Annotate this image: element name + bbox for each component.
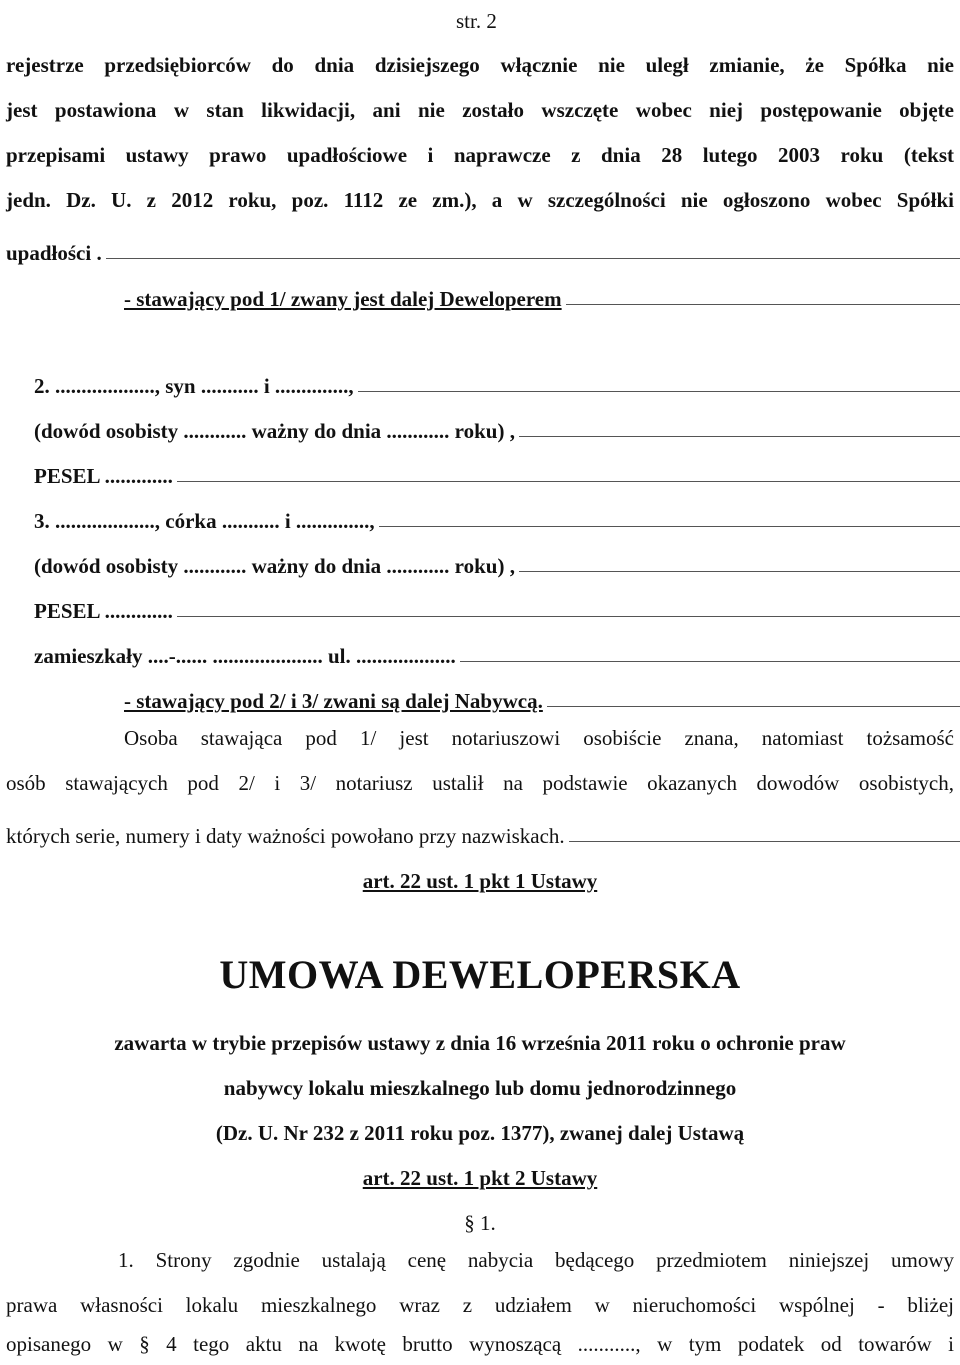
page-number: str. 2 [456, 9, 497, 33]
identity-line-2: osób stawających pod 2/ i 3/ notariusz ustalił na podstawie okazanych dowodów osobistych, [6, 771, 954, 795]
section-heading: § 1. [464, 1211, 496, 1235]
party-3-id: (dowód osobisty ............ ważny do dnia ............ roku) , [0, 545, 960, 579]
party-2-line: 2. ..................., syn ........... i .............., [0, 365, 960, 399]
clause-line-2: prawa własności lokalu mieszkalnego wraz z udziałem w nieruchomości wspólnej - bliżej [6, 1293, 954, 1317]
filler-line [177, 616, 960, 617]
filler-line [519, 571, 960, 572]
filler-line [519, 436, 960, 437]
party-3-pesel: PESEL ............. [0, 590, 960, 624]
subtitle-line-2: nabywcy lokalu mieszkalnego lub domu jednorodzinnego [223, 1076, 737, 1100]
filler-line [547, 706, 960, 707]
filler-line [177, 481, 960, 482]
article-reference-1: art. 22 ust. 1 pkt 1 Ustawy [362, 869, 598, 893]
filler-line [379, 526, 960, 527]
document-title: UMOWA DEWELOPERSKA [219, 952, 741, 997]
filler-line [460, 661, 960, 662]
filler-line [358, 391, 960, 392]
subtitle-line-1: zawarta w trybie przepisów ustawy z dnia 16 września 2011 roku o ochronie praw [114, 1031, 846, 1055]
clause-line-1: 1. Strony zgodnie ustalają cenę nabycia będącego przedmiotem niniejszej umowy [118, 1248, 954, 1272]
filler-line [106, 258, 960, 259]
filler-line [569, 841, 960, 842]
filler-line [566, 304, 960, 305]
clause-line-3: opisanego w § 4 tego aktu na kwotę brutto wynoszącą ..........., w tym podatek od towarów i [6, 1332, 954, 1356]
article-reference-2: art. 22 ust. 1 pkt 2 Ustawy [362, 1166, 598, 1190]
developer-note: - stawający pod 1/ zwany jest dalej Deweloperem [0, 278, 960, 312]
identity-line-1: Osoba stawająca pod 1/ jest notariuszowi osobiście znana, natomiast tożsamość [124, 726, 954, 750]
party-2-id: (dowód osobisty ............ ważny do dnia ............ roku) , [0, 410, 960, 444]
identity-line-3: których serie, numery i daty ważności powołano przy nazwiskach. [0, 815, 960, 849]
party-2-pesel: PESEL ............. [0, 455, 960, 489]
buyer-note: - stawający pod 2/ i 3/ zwani są dalej Nabywcą. [0, 680, 960, 714]
intro-line-3: przepisami ustawy prawo upadłościowe i naprawcze z dnia 28 lutego 2003 roku (tekst [6, 143, 954, 167]
intro-line-1: rejestrze przedsiębiorców do dnia dzisiejszego włącznie nie uległ zmianie, że Spółka nie [6, 53, 954, 77]
intro-line-4: jedn. Dz. U. z 2012 roku, poz. 1112 ze zm.), a w szczególności nie ogłoszono wobec Spółki [6, 188, 954, 212]
party-3-line: 3. ..................., córka ........... i .............., [0, 500, 960, 534]
subtitle-line-3: (Dz. U. Nr 232 z 2011 roku poz. 1377), zwanej dalej Ustawą [215, 1121, 745, 1145]
residence-line: zamieszkały ....-...... ..................... ul. ................... [0, 635, 960, 669]
intro-line-2: jest postawiona w stan likwidacji, ani nie zostało wszczęte wobec niej postępowanie objęte [6, 98, 954, 122]
intro-last-line: upadłości . [0, 232, 960, 266]
